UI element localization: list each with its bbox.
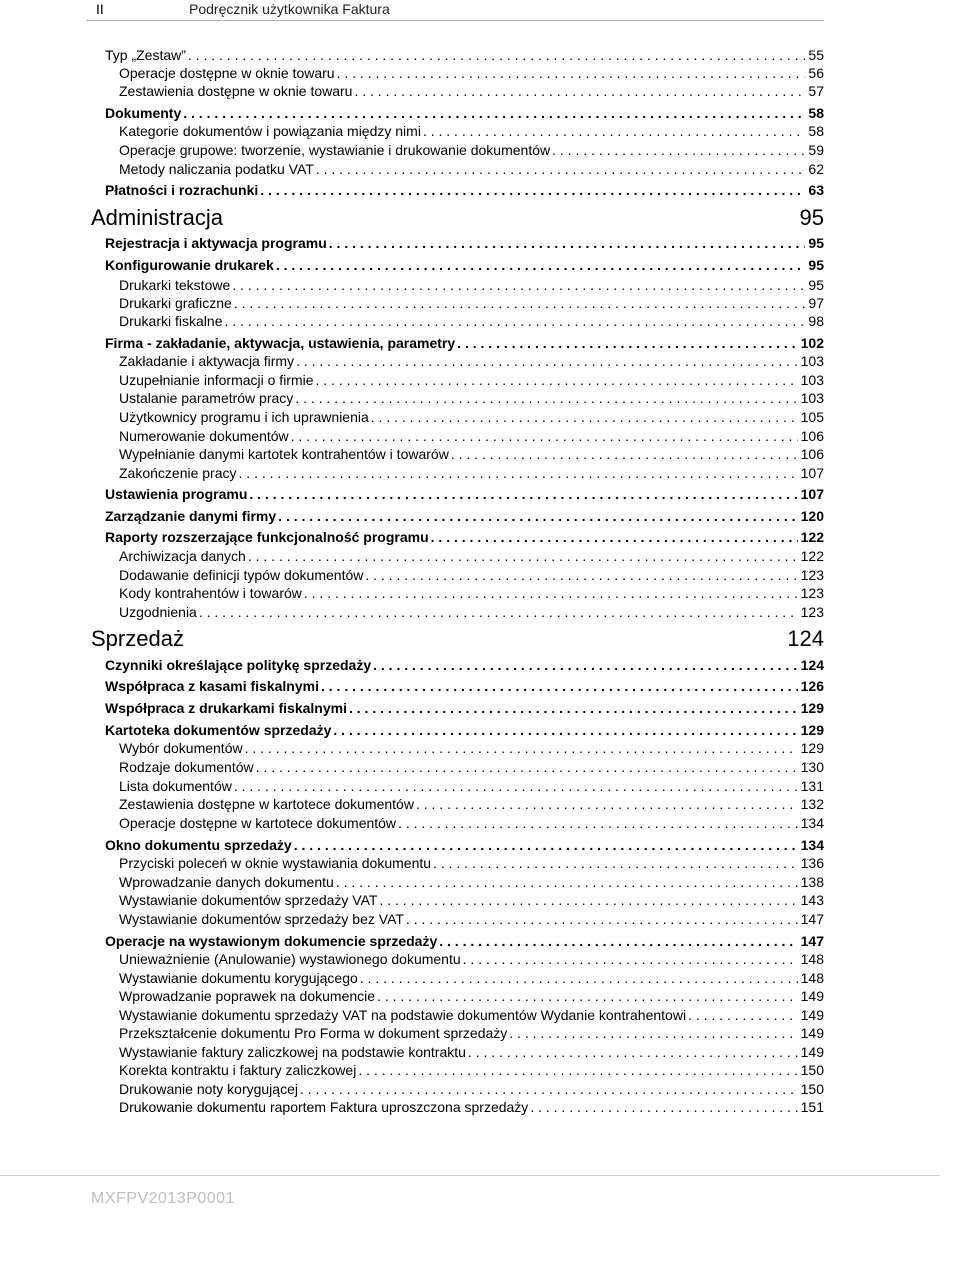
toc-entry-title: Płatności i rozrachunki xyxy=(105,182,259,198)
toc-dot-leader xyxy=(439,932,797,950)
toc-entry-page: 95 xyxy=(808,277,824,293)
toc-dot-leader xyxy=(377,987,798,1005)
toc-entry xyxy=(119,777,824,795)
toc-dot-leader xyxy=(248,547,798,565)
toc-section-title: Administracja xyxy=(91,205,224,230)
toc-entry-title: Wprowadzanie danych dokumentu xyxy=(119,874,334,890)
toc-entry-page: 148 xyxy=(800,951,824,967)
toc-entry-title: Drukowanie dokumentu raportem Faktura uproszczona sprzedaży xyxy=(119,1099,529,1115)
toc-entry-title: Zakładanie i aktywacja firmy xyxy=(119,353,295,369)
toc-entry-page: 138 xyxy=(800,874,824,890)
toc-entry-title: Okno dokumentu sprzedaży xyxy=(105,837,292,853)
toc-entry-title: Operacje grupowe: tworzenie, wystawianie i drukowanie dokumentów xyxy=(119,142,551,158)
toc-dot-leader xyxy=(234,777,798,795)
toc-entry-title: Współpraca z drukarkami fiskalnymi xyxy=(105,700,347,716)
header-page-number: II xyxy=(96,1,104,17)
toc-entry xyxy=(105,256,824,274)
toc-entry-page: 134 xyxy=(800,815,824,831)
toc-entry-page: 129 xyxy=(800,740,824,756)
toc-dot-leader xyxy=(457,334,797,352)
toc-entry-page: 103 xyxy=(800,372,824,388)
toc-entry-title: Dokumenty xyxy=(105,105,182,121)
toc-entry-page: 55 xyxy=(808,47,824,63)
toc-entry-title: Zestawienia dostępne w kartotece dokumentów xyxy=(119,796,414,812)
toc-entry xyxy=(119,584,824,602)
toc-entry-page: 129 xyxy=(800,700,824,716)
toc-entry-page: 103 xyxy=(800,353,824,369)
toc-entry-title: Korekta kontraktu i faktury zaliczkowej xyxy=(119,1062,357,1078)
toc-entry-title: Wystawianie dokumentów sprzedaży VAT xyxy=(119,892,378,908)
toc-entry xyxy=(119,276,824,294)
toc-dot-leader xyxy=(234,294,806,312)
toc-entry xyxy=(119,122,824,140)
toc-entry xyxy=(119,1043,824,1061)
toc-entry-page: 123 xyxy=(800,567,824,583)
toc-entry xyxy=(119,1080,824,1098)
toc-entry-title: Wypełnianie danymi kartotek kontrahentów i towarów xyxy=(119,446,449,462)
toc-entry xyxy=(105,485,824,503)
toc-dot-leader xyxy=(365,566,797,584)
footer-document-code: MXFPV2013P0001 xyxy=(91,1190,235,1207)
toc-entry-page: 148 xyxy=(800,970,824,986)
toc-entry-title: Zakończenie pracy xyxy=(119,465,237,481)
toc-dot-leader xyxy=(336,873,798,891)
toc-entry-page: 58 xyxy=(808,123,824,139)
toc-entry-page: 123 xyxy=(800,604,824,620)
toc-entry-title: Zarządzanie danymi firmy xyxy=(105,508,277,524)
toc-entry xyxy=(119,758,824,776)
toc-section-page: 95 xyxy=(799,205,824,230)
toc-entry-title: Drukowanie noty korygującej xyxy=(119,1081,298,1097)
toc-entry xyxy=(119,1061,824,1079)
footer-divider xyxy=(0,1175,940,1176)
toc-entry xyxy=(105,46,824,64)
toc-entry xyxy=(119,910,824,928)
toc-entry xyxy=(119,814,824,832)
toc-entry xyxy=(119,445,824,463)
toc-entry-page: 98 xyxy=(808,313,824,329)
toc-dot-leader xyxy=(183,104,805,122)
toc-dot-leader xyxy=(468,1043,798,1061)
toc-entry-page: 126 xyxy=(800,678,824,694)
toc-entry-page: 143 xyxy=(800,892,824,908)
toc-entry-title: Wybór dokumentów xyxy=(119,740,243,756)
toc-entry-page: 59 xyxy=(808,142,824,158)
toc-entry-page: 58 xyxy=(808,105,824,121)
toc-entry-page: 129 xyxy=(800,722,824,738)
toc-entry xyxy=(119,389,824,407)
toc-entry xyxy=(119,1006,824,1024)
toc-dot-leader xyxy=(431,528,798,546)
toc-section-title: Sprzedaż xyxy=(91,626,184,651)
toc-dot-leader xyxy=(530,1098,797,1116)
toc-entry-page: 123 xyxy=(800,585,824,601)
toc-dot-leader xyxy=(371,408,798,426)
toc-entry-title: Rejestracja i aktywacja programu xyxy=(105,235,327,251)
toc-entry xyxy=(119,566,824,584)
toc-entry-page: 132 xyxy=(800,796,824,812)
toc-entry-page: 57 xyxy=(808,83,824,99)
toc-entry xyxy=(119,82,824,100)
toc-dot-leader xyxy=(188,46,806,64)
toc-dot-leader xyxy=(260,181,805,199)
toc-dot-leader xyxy=(199,603,798,621)
toc-entry-title: Ustawienia programu xyxy=(105,486,248,502)
toc-dot-leader xyxy=(245,739,798,757)
toc-section-page: 124 xyxy=(787,626,824,651)
toc-entry xyxy=(119,603,824,621)
toc-entry-page: 149 xyxy=(800,988,824,1004)
toc-entry-page: 150 xyxy=(800,1062,824,1078)
toc-dot-leader xyxy=(321,677,798,695)
toc-dot-leader xyxy=(276,256,806,274)
toc-dot-leader xyxy=(232,276,805,294)
toc-entry-title: Wystawianie dokumentów sprzedaży bez VAT xyxy=(119,911,404,927)
toc-dot-leader xyxy=(398,814,798,832)
toc-entry xyxy=(119,891,824,909)
toc-entry-title: Typ „Zestaw” xyxy=(105,47,186,63)
toc-dot-leader xyxy=(451,445,798,463)
toc-entry-page: 151 xyxy=(800,1099,824,1115)
toc-section-heading xyxy=(91,626,824,652)
toc-entry-page: 149 xyxy=(800,1007,824,1023)
toc-entry-title: Wprowadzanie poprawek na dokumencie xyxy=(119,988,376,1004)
toc-entry-title: Czynniki określające politykę sprzedaży xyxy=(105,657,372,673)
header-divider xyxy=(86,20,824,21)
toc-entry-page: 107 xyxy=(800,486,824,502)
toc-entry-title: Dodawanie definicji typów dokumentów xyxy=(119,567,364,583)
toc-entry xyxy=(119,64,824,82)
toc-entry xyxy=(119,294,824,312)
toc-entry xyxy=(105,507,824,525)
toc-section-heading xyxy=(91,205,824,231)
toc-entry xyxy=(119,160,824,178)
toc-entry-title: Kartoteka dokumentów sprzedaży xyxy=(105,722,332,738)
toc-entry-title: Firma - zakładanie, aktywacja, ustawienia, parametry xyxy=(105,335,456,351)
toc-entry-title: Drukarki tekstowe xyxy=(119,277,231,293)
toc-dot-leader xyxy=(329,234,806,252)
toc-entry-page: 149 xyxy=(800,1044,824,1060)
toc-entry xyxy=(119,352,824,370)
toc-entry xyxy=(105,932,824,950)
toc-dot-leader xyxy=(688,1006,798,1024)
toc-entry-title: Wystawianie dokumentu korygującego xyxy=(119,970,358,986)
toc-entry xyxy=(105,334,824,352)
toc-entry-title: Konfigurowanie drukarek xyxy=(105,257,274,273)
toc-entry-title: Unieważnienie (Anulowanie) wystawionego dokumentu xyxy=(119,951,461,967)
toc-entry xyxy=(105,528,824,546)
toc-entry xyxy=(119,464,824,482)
toc-entry-title: Numerowanie dokumentów xyxy=(119,428,289,444)
toc-entry-page: 62 xyxy=(808,161,824,177)
toc-entry xyxy=(119,987,824,1005)
toc-entry-page: 147 xyxy=(800,933,824,949)
toc-dot-leader xyxy=(416,795,798,813)
toc-entry-page: 149 xyxy=(800,1025,824,1041)
toc-entry-page: 63 xyxy=(808,182,824,198)
toc-entry xyxy=(105,836,824,854)
toc-dot-leader xyxy=(373,656,798,674)
toc-entry-page: 134 xyxy=(800,837,824,853)
toc-dot-leader xyxy=(333,721,797,739)
toc-entry-page: 136 xyxy=(800,855,824,871)
toc-entry-title: Operacje dostępne w kartotece dokumentów xyxy=(119,815,397,831)
toc-entry-title: Operacje na wystawionym dokumencie sprzedaży xyxy=(105,933,438,949)
toc-entry xyxy=(105,656,824,674)
toc-entry-title: Ustalanie parametrów pracy xyxy=(119,390,294,406)
toc-entry xyxy=(119,1024,824,1042)
toc-entry-page: 106 xyxy=(800,428,824,444)
toc-dot-leader xyxy=(552,141,805,159)
toc-entry xyxy=(119,371,824,389)
toc-entry xyxy=(105,181,824,199)
toc-entry xyxy=(105,721,824,739)
toc-dot-leader xyxy=(239,464,798,482)
toc-entry-title: Uzgodnienia xyxy=(119,604,197,620)
toc-dot-leader xyxy=(224,312,805,330)
toc-entry-page: 105 xyxy=(800,409,824,425)
toc-dot-leader xyxy=(304,584,798,602)
toc-entry xyxy=(119,969,824,987)
toc-entry-title: Zestawienia dostępne w oknie towaru xyxy=(119,83,353,99)
toc-entry xyxy=(119,312,824,330)
toc-entry-title: Użytkownicy programu i ich uprawnienia xyxy=(119,409,369,425)
toc-entry xyxy=(105,699,824,717)
toc-entry-title: Drukarki fiskalne xyxy=(119,313,223,329)
toc-dot-leader xyxy=(406,910,798,928)
toc-dot-leader xyxy=(278,507,797,525)
toc-entry-page: 130 xyxy=(800,759,824,775)
toc-entry-page: 106 xyxy=(800,446,824,462)
toc-entry xyxy=(119,795,824,813)
toc-entry xyxy=(119,1098,824,1116)
toc-entry xyxy=(105,104,824,122)
toc-entry-title: Operacje dostępne w oknie towaru xyxy=(119,65,335,81)
toc-entry xyxy=(105,677,824,695)
page-header xyxy=(0,0,960,30)
toc-entry xyxy=(105,234,824,252)
toc-dot-leader xyxy=(294,836,798,854)
toc-entry xyxy=(119,873,824,891)
toc-entry-page: 56 xyxy=(808,65,824,81)
toc-entry xyxy=(119,739,824,757)
toc-entry-page: 122 xyxy=(800,548,824,564)
toc-entry-page: 102 xyxy=(800,335,824,351)
toc-dot-leader xyxy=(354,82,805,100)
toc-entry-page: 103 xyxy=(800,390,824,406)
header-title: Podręcznik użytkownika Faktura xyxy=(189,1,390,17)
toc-dot-leader xyxy=(337,64,806,82)
toc-dot-leader xyxy=(295,389,797,407)
toc-entry-title: Przekształcenie dokumentu Pro Forma w dokument sprzedaży xyxy=(119,1025,508,1041)
toc-entry-title: Kategorie dokumentów i powiązania między nimi xyxy=(119,123,421,139)
toc-entry-title: Archiwizacja danych xyxy=(119,548,246,564)
toc-dot-leader xyxy=(423,122,805,140)
toc-dot-leader xyxy=(433,854,798,872)
toc-entry-page: 95 xyxy=(808,235,824,251)
toc-dot-leader xyxy=(360,969,798,987)
toc-dot-leader xyxy=(379,891,797,909)
toc-entry xyxy=(119,408,824,426)
toc-dot-leader xyxy=(349,699,798,717)
toc-entry-page: 147 xyxy=(800,911,824,927)
toc-entry-page: 95 xyxy=(808,257,824,273)
toc-entry xyxy=(119,950,824,968)
toc-entry-page: 122 xyxy=(800,529,824,545)
toc-entry-page: 97 xyxy=(808,295,824,311)
toc-dot-leader xyxy=(291,427,798,445)
toc-entry-page: 150 xyxy=(800,1081,824,1097)
toc-dot-leader xyxy=(296,352,798,370)
toc-entry xyxy=(119,427,824,445)
toc-entry-title: Lista dokumentów xyxy=(119,778,232,794)
toc-entry-title: Kody kontrahentów i towarów xyxy=(119,585,302,601)
toc-entry-page: 107 xyxy=(800,465,824,481)
toc-entry-title: Drukarki graficzne xyxy=(119,295,232,311)
toc-entry-title: Przyciski poleceń w oknie wystawiania dokumentu xyxy=(119,855,432,871)
toc-entry-page: 131 xyxy=(800,778,824,794)
toc-entry-title: Współpraca z kasami fiskalnymi xyxy=(105,678,319,694)
toc-entry-title: Raporty rozszerzające funkcjonalność programu xyxy=(105,529,429,545)
toc-dot-leader xyxy=(249,485,797,503)
toc-entry xyxy=(119,141,824,159)
toc-entry-title: Rodzaje dokumentów xyxy=(119,759,254,775)
toc-entry xyxy=(119,854,824,872)
toc-entry xyxy=(119,547,824,565)
toc-dot-leader xyxy=(358,1061,797,1079)
toc-dot-leader xyxy=(509,1024,797,1042)
toc-dot-leader xyxy=(256,758,798,776)
toc-entry-title: Uzupełnianie informacji o firmie xyxy=(119,372,314,388)
toc-entry-page: 124 xyxy=(800,657,824,673)
toc-dot-leader xyxy=(463,950,798,968)
toc-entry-title: Wystawianie faktury zaliczkowej na podstawie kontraktu xyxy=(119,1044,466,1060)
toc-entry-page: 120 xyxy=(800,508,824,524)
toc-entry-title: Metody naliczania podatku VAT xyxy=(119,161,314,177)
toc-entry-title: Wystawianie dokumentu sprzedaży VAT na podstawie dokumentów Wydanie kontrahentowi xyxy=(119,1007,687,1023)
toc-dot-leader xyxy=(316,371,798,389)
toc-dot-leader xyxy=(316,160,806,178)
toc-dot-leader xyxy=(300,1080,798,1098)
